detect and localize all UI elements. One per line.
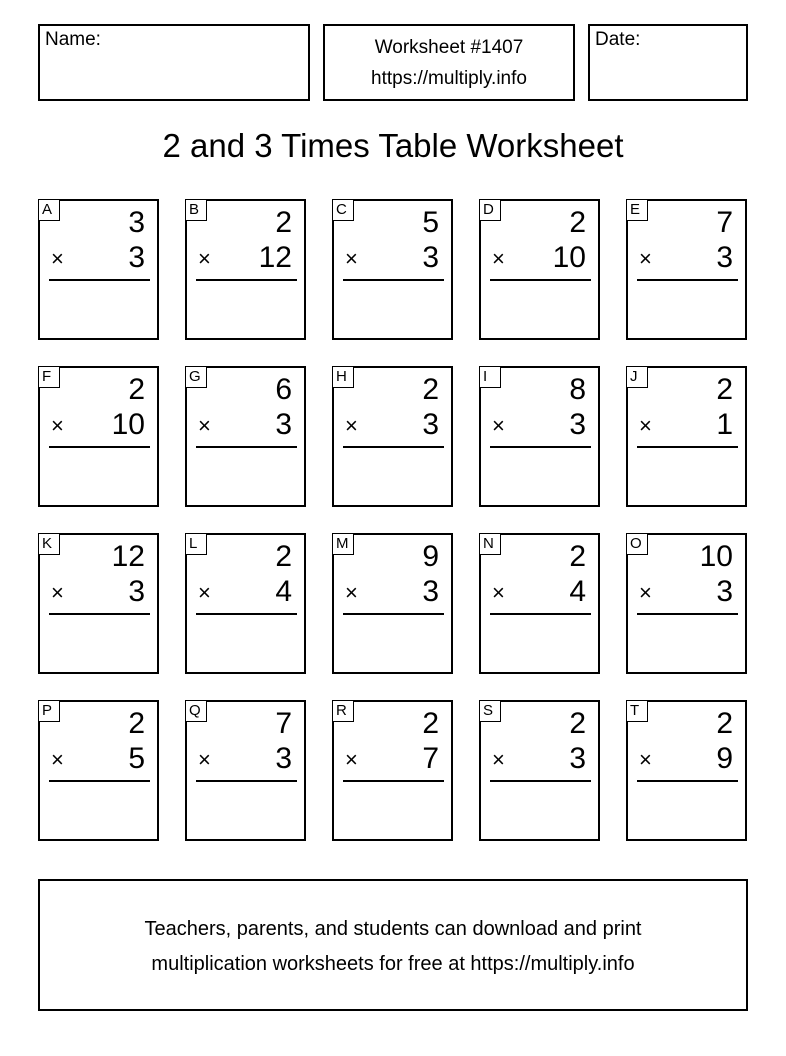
multiplicand: 9 — [422, 540, 439, 573]
multiplicand: 2 — [422, 707, 439, 740]
multiplier: 4 — [569, 575, 586, 608]
multiplier: 3 — [422, 241, 439, 274]
footer-box — [38, 879, 748, 1011]
multiplier: 7 — [422, 742, 439, 775]
problem-letter: J — [626, 366, 648, 388]
answer-line — [196, 613, 297, 615]
multiplier: 10 — [552, 241, 586, 274]
problem-letter: K — [38, 533, 60, 555]
multiplicand: 12 — [111, 540, 145, 573]
answer-line — [637, 279, 738, 281]
multiplier: 3 — [716, 241, 733, 274]
answer-line — [490, 613, 591, 615]
worksheet-url: https://multiply.info — [371, 68, 527, 89]
multiplicand: 8 — [569, 373, 586, 406]
answer-line — [490, 279, 591, 281]
multiplier: 1 — [716, 408, 733, 441]
problem-letter: A — [38, 199, 60, 221]
problem-card[interactable] — [185, 700, 306, 841]
name-label: Name: — [45, 29, 101, 50]
problem-letter: B — [185, 199, 207, 221]
problem-letter: S — [479, 700, 501, 722]
answer-line — [196, 446, 297, 448]
page-title: 2 and 3 Times Table Worksheet — [162, 127, 624, 164]
multiplicand: 7 — [275, 707, 292, 740]
problem-card[interactable] — [38, 199, 159, 340]
answer-line — [490, 780, 591, 782]
multiplicand: 5 — [422, 206, 439, 239]
times-sign: × — [492, 246, 505, 271]
multiplicand: 2 — [569, 540, 586, 573]
problem-card[interactable] — [185, 366, 306, 507]
name-field[interactable] — [38, 24, 310, 101]
answer-line — [196, 780, 297, 782]
multiplicand: 3 — [128, 206, 145, 239]
footer-text — [40, 912, 746, 982]
answer-line — [490, 446, 591, 448]
times-sign: × — [345, 246, 358, 271]
answer-line — [637, 446, 738, 448]
multiplier: 3 — [422, 408, 439, 441]
answer-line — [343, 780, 444, 782]
answer-line — [49, 279, 150, 281]
problem-card[interactable] — [626, 366, 747, 507]
problem-letter: O — [626, 533, 648, 555]
problem-card[interactable] — [332, 700, 453, 841]
problem-card[interactable] — [626, 199, 747, 340]
answer-line — [637, 780, 738, 782]
date-field[interactable] — [588, 24, 748, 101]
times-sign: × — [492, 580, 505, 605]
problem-letter: G — [185, 366, 207, 388]
times-sign: × — [345, 413, 358, 438]
times-sign: × — [51, 747, 64, 772]
problem-card[interactable] — [332, 199, 453, 340]
multiplier: 3 — [275, 408, 292, 441]
multiplicand: 2 — [716, 707, 733, 740]
times-sign: × — [51, 246, 64, 271]
problem-card[interactable] — [38, 366, 159, 507]
problem-letter: F — [38, 366, 60, 388]
times-sign: × — [492, 413, 505, 438]
footer-line-2: multiplication worksheets for free at https://multiply.info — [151, 953, 635, 975]
multiplier: 10 — [111, 408, 145, 441]
problem-card[interactable] — [479, 366, 600, 507]
answer-line — [343, 446, 444, 448]
problem-letter: I — [479, 366, 501, 388]
times-sign: × — [639, 747, 652, 772]
multiplicand: 2 — [716, 373, 733, 406]
problem-letter: C — [332, 199, 354, 221]
times-sign: × — [198, 580, 211, 605]
multiplier: 3 — [716, 575, 733, 608]
footer-line-1: Teachers, parents, and students can download and print — [144, 918, 642, 940]
multiplicand: 2 — [569, 206, 586, 239]
multiplier: 3 — [128, 575, 145, 608]
problem-card[interactable] — [38, 533, 159, 674]
problem-letter: N — [479, 533, 501, 555]
problem-card[interactable] — [38, 700, 159, 841]
multiplicand: 2 — [275, 540, 292, 573]
problem-letter: M — [332, 533, 354, 555]
problem-card[interactable] — [626, 533, 747, 674]
answer-line — [343, 279, 444, 281]
multiplicand: 7 — [716, 206, 733, 239]
multiplicand: 2 — [128, 707, 145, 740]
multiplier: 3 — [275, 742, 292, 775]
answer-line — [637, 613, 738, 615]
times-sign: × — [198, 246, 211, 271]
multiplier: 5 — [128, 742, 145, 775]
problem-letter: P — [38, 700, 60, 722]
problem-letter: L — [185, 533, 207, 555]
times-sign: × — [51, 413, 64, 438]
problem-card[interactable] — [185, 533, 306, 674]
date-label: Date: — [595, 29, 641, 50]
times-sign: × — [345, 747, 358, 772]
times-sign: × — [198, 747, 211, 772]
multiplicand: 10 — [699, 540, 733, 573]
times-sign: × — [492, 747, 505, 772]
multiplicand: 2 — [275, 206, 292, 239]
times-sign: × — [639, 413, 652, 438]
multiplier: 3 — [422, 575, 439, 608]
problem-card[interactable] — [479, 700, 600, 841]
answer-line — [49, 613, 150, 615]
answer-line — [343, 613, 444, 615]
problem-card[interactable] — [185, 199, 306, 340]
problem-letter: R — [332, 700, 354, 722]
worksheet-number: Worksheet #1407 — [374, 37, 524, 58]
problem-letter: D — [479, 199, 501, 221]
problem-card[interactable] — [332, 533, 453, 674]
answer-line — [49, 780, 150, 782]
problem-letter: T — [626, 700, 648, 722]
multiplier: 3 — [128, 241, 145, 274]
times-sign: × — [639, 246, 652, 271]
problem-card[interactable] — [479, 199, 600, 340]
answer-line — [49, 446, 150, 448]
problem-card[interactable] — [332, 366, 453, 507]
times-sign: × — [345, 580, 358, 605]
multiplier: 4 — [275, 575, 292, 608]
multiplier: 9 — [716, 742, 733, 775]
problem-letter: H — [332, 366, 354, 388]
multiplier: 3 — [569, 742, 586, 775]
multiplicand: 6 — [275, 373, 292, 406]
problem-letter: E — [626, 199, 648, 221]
problem-card[interactable] — [626, 700, 747, 841]
times-sign: × — [198, 413, 211, 438]
times-sign: × — [51, 580, 64, 605]
answer-line — [196, 279, 297, 281]
multiplicand: 2 — [128, 373, 145, 406]
problem-card[interactable] — [479, 533, 600, 674]
worksheet-info-box — [323, 24, 575, 101]
problem-letter: Q — [185, 700, 207, 722]
multiplicand: 2 — [569, 707, 586, 740]
times-sign: × — [639, 580, 652, 605]
multiplier: 3 — [569, 408, 586, 441]
multiplier: 12 — [258, 241, 292, 274]
multiplicand: 2 — [422, 373, 439, 406]
